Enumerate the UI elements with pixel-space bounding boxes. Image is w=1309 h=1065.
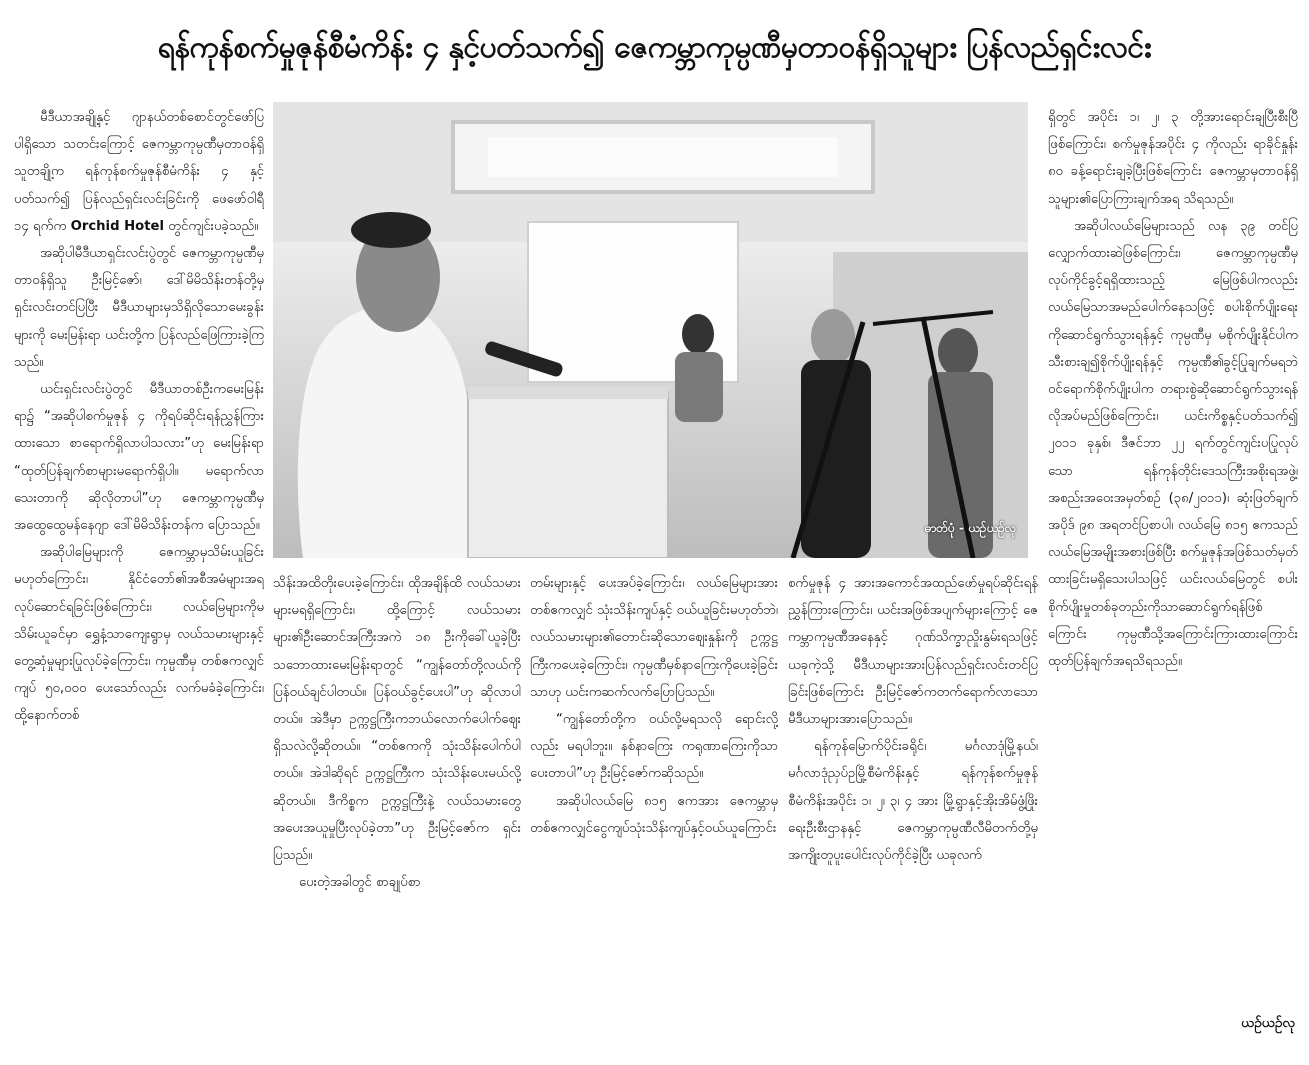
paragraph-text: တွင်ကျင်းပခဲ့သည်။: [168, 218, 259, 234]
column-3: [530, 570, 778, 1045]
byline: ယဉ်ယဉ်လု: [1241, 1015, 1295, 1031]
paragraph: အဆိုပါလယ်မြေ ၈၁၅ ဧကအား ဇေကမ္ဘာမှ တစ်ဧကလျှင်ငွေကျပ်သုံးသိန်းကျပ်နှင့်ဝယ်ယူကြောင်း: [530, 793, 778, 836]
paragraph: [14, 104, 264, 240]
column-5: [1048, 104, 1298, 1014]
paragraph: ပေးတဲ့အခါတွင် စာချုပ်စာ: [299, 875, 421, 891]
column-4: [788, 570, 1038, 1045]
photo-caption: ဓာတ်ပုံ - ယဉ်ယဉ်လု: [924, 521, 1016, 535]
paragraph: စက်မှုဇုန် ၄ အားအကောင်အထည်ဖော်မှုရပ်ဆိုင်းရန်ညွှန်ကြားကြောင်း၊ ယင်းအဖြစ်အပျက်များကြောင့် ဇေကမ္ဘာကုမ္ပဏီအနေနှင့် ဂုဏ်သိက္ခာညှိုးနွမ်းရသဖြင့် ယခုကဲ့သို့ မီဒီယာများအားပြန်လည်ရှင်းလင်းတင်ပြခြင်းဖြစ်ကြောင်း ဦးမြင့်ဇော်ကတက်ရောက်လာသော မီဒီယာများအားပြောသည်။: [788, 576, 1038, 728]
paragraph: အဆိုပါမြေများကို ဇေကမ္ဘာမှသိမ်းယူခြင်းမဟုတ်ကြောင်း၊ နိုင်ငံတော်၏အစီအမံများအရလုပ်ဆောင်ရခြင်းဖြစ်ကြောင်း၊ လယ်မြေများကိုမသိမ်းယူခင်မှာ ရွှေနံ့သာကျေးရွာမှ လယ်သမားများနှင့်တွေ့ဆုံမှုများပြုလုပ်ခဲ့ကြောင်း၊ ကုမ္ပဏီမှ တစ်ဧကလျှင်ကျပ် ၅၀,၀၀၀ ပေးသော်လည်း လက်မခံခဲ့ကြောင်း၊ ထို့နောက်တစ်: [14, 545, 264, 724]
paragraph: ယင်းရှင်းလင်းပွဲတွင် မီဒီယာတစ်ဦးကမေးမြန်းရာ၌ “အဆိုပါစက်မှုဇုန် ၄ ကိုရပ်ဆိုင်းရန်ညွှန်ကြားထားသော စာရောက်ရှိလာပါသလား”ဟု မေးမြန်းရာ “ထုတ်ပြန်ချက်စာများမရောက်ရှိပါ။ မရောက်လာသေးတာကို ဆိုလိုတာပါ”ဟု ဇေကမ္ဘာကုမ္ပဏီမှအထွေထွေမန်နေဂျာ ဒေါ်မိမိသိန်းတန်က ပြောသည်။: [14, 382, 264, 534]
paragraph: အဆိုပါမီဒီယာရှင်းလင်းပွဲတွင် ဇေကမ္ဘာကုမ္ပဏီမှတာဝန်ရှိသူ ဦးမြင့်ဇော်၊ ဒေါ်မိမိသိန်းတန်တို့မှ ရှင်းလင်းတင်ပြပြီး မီဒီယာများမှသိရှိလိုသောမေးခွန်းများကို မေးမြန်းရာ ယင်းတို့က ပြန်လည်ဖြေကြားခဲ့ကြသည်။: [14, 246, 264, 370]
paragraph: ရှိတွင် အပိုင်း ၁၊ ၂၊ ၃ တို့အားရောင်းချပြီးစီးပြီဖြစ်ကြောင်း၊ စက်မှုဇုန်အပိုင်း ၄ ကိုလည်း ရာခိုင်နှုန်း ၈၀ ခန့်ရောင်းချခဲ့ပြီးဖြစ်ကြောင်း ဇေကမ္ဘာမှတာဝန်ရှိသူများ၏ပြောကြားချက်အရ သိရသည်။: [1048, 110, 1298, 207]
event-photo: [273, 102, 1028, 558]
column-1: [14, 104, 264, 1039]
photo-illustration: [273, 102, 1028, 558]
hotel-name: Orchid Hotel: [70, 218, 164, 234]
paragraph: တမ်းများနှင့် ပေးအပ်ခဲ့ကြောင်း၊ လယ်မြေများအား တစ်ဧကလျှင် သုံးသိန်းကျပ်နှင့် ဝယ်ယူခြင်းမဟုတ်ဘဲ၊ လယ်သမားများ၏တောင်းဆိုသောဈေးနှုန်းကို ဥက္ကဋ္ဌကြီးကပေးခဲ့ကြောင်း၊ ကုမ္ပဏီမှစ်နာကြေးကိုပေးခဲ့ခြင်းသာဟု ယင်းကဆက်လက်ပြောပြသည်။: [530, 576, 778, 700]
paragraph: ရန်ကုန်မြောက်ပိုင်းခရိုင်၊ မင်္ဂလာဒုံမြို့နယ်၊ မင်္ဂလာဒုံညှပ်ဥမြို့စီမံကိန်းနှင့် ရန်ကုန်စက်မှုဇုန်စီမံကိန်းအပိုင်း ၁၊ ၂၊ ၃၊ ၄ အား မြို့ရွာနှင့်အိုးအိမ်ဖွံ့ဖြိုးရေးဦးစီးဌာနနှင့် ဇေကမ္ဘာကုမ္ပဏီလီမိတက်တို့မှ အကျိုးတူပူးပေါင်းလုပ်ကိုင်ခဲ့ပြီး ယခုလက်: [788, 739, 1038, 864]
paragraph: အဆိုပါလယ်မြေများသည် လန ၃၉ တင်ပြလျှောက်ထားဆဲဖြစ်ကြောင်း၊ ဇေကမ္ဘာကုမ္ပဏီမှလုပ်ကိုင်ခွင့်ရရှိထားသည့် မြေဖြစ်ပါကလည်း လယ်မြေသာအမည်ပေါက်နေသဖြင့် စပါးစိုက်ပျိုးရေးကိုဆောင်ရွက်သွားရန်နှင့် ကုမ္ပဏီမှ မစိုက်ပျိုးနိုင်ပါက သီးစားချ၍စိုက်ပျိုးရန်နှင့် ကုမ္ပဏီ၏ခွင့်ပြုချက်မရဘဲဝင်ရောက်စိုက်ပျိုးပါက တရားစွဲဆိုဆောင်ရွက်သွားရန် လိုအပ်မည်ဖြစ်ကြောင်း၊ ယင်းကိစ္စနှင့်ပတ်သက်၍ ၂၀၁၁ ခုနှစ်၊ ဒီဇင်ဘာ ၂၂ ရက်တွင်ကျင်းပပြုလုပ်သော ရန်ကုန်တိုင်းဒေသကြီးအစိုးရအဖွဲ့၊ အစည်းအဝေးအမှတ်စဉ် (၃၈/၂၀၁၁)၊ ဆုံးဖြတ်ချက်အပိုဒ် ၉၈ အရတင်ပြစာပါ၊ လယ်မြေ ၈၁၅ ဧကသည် လယ်မြေအမျိုးအစားဖြစ်ပြီး စက်မှုဇုန်အဖြစ်သတ်မှတ်ထားခြင်းမရှိသေးပါသဖြင့် ယင်းလယ်မြေတွင် စပါးစိုက်ပျိုးမှုတစ်ခုတည်းကိုသာဆောင်ရွက်ရန်ဖြစ်ကြောင်း ကုမ္ပဏီသို့အကြောင်းကြားထားကြောင်း ထုတ်ပြန်ချက်အရသိရသည်။: [1048, 218, 1298, 670]
column-2: [273, 570, 521, 1045]
paragraph: “ကျွန်တော်တို့က ဝယ်လို့မရသလို ရောင်းလို့လည်း မရပါဘူး။ နစ်နာကြေး ကရုဏာကြေးကိုသာပေးတာပါ”ဟု ဦးမြင့်ဇော်ကဆိုသည်။: [530, 712, 778, 782]
paragraph-text: မီဒီယာအချို့နှင့် ဂျာနယ်တစ်စောင်တွင်ဖော်ပြပါရှိသော သတင်းကြောင့် ဇေကမ္ဘာကုမ္ပဏီမှတာဝန်ရှိသူတချို့က ရန်ကုန်စက်မှုဇုန်စီမံကိန်း ၄ နှင့်ပတ်သက်၍ ပြန်လည်ရှင်းလင်းခြင်းကို ဖေဖော်ဝါရီ ၁၄ ရက်က: [14, 110, 264, 234]
headline: ရန်ကုန်စက်မှုဇုန်စီမံကိန်း ၄ နှင့်ပတ်သက်၍ ဇေကမ္ဘာကုမ္ပဏီမှတာဝန်ရှိသူများ ပြန်လည်ရှင်းလင်း: [157, 30, 1152, 65]
paragraph: သိန်းအထိတိုးပေးခဲ့ကြောင်း၊ ထိုအချိန်ထိ လယ်သမားများမရရှိကြောင်း၊ ထို့ကြောင့် လယ်သမားများ၏ဦးဆောင်အကြီးအကဲ ၁၈ ဦးကိုခေါ်ယူခဲ့ပြီး သဘောထားမေးမြန်းရာတွင် “ကျွန်တော်တို့လယ်ကိုပြန်ဝယ်ချင်ပါတယ်။ ပြန်ဝယ်ခွင့်ပေးပါ”ဟု ဆိုလာပါတယ်။ အဲဒီမှာ ဥက္ကဋ္ဌကြီးကဘယ်လောက်ပေါက်ဈေးရှိသလဲလို့ဆိုတယ်။ “တစ်ဧကကို သုံးသိန်းပေါက်ပါတယ်။ အဲဒါဆိုရင် ဥက္ကဋ္ဌကြီးက သုံးသိန်းပေးမယ်လို့ဆိုတယ်။ ဒီကိစ္စက ဥက္ကဋ္ဌကြီးနဲ့ လယ်သမားတွေအပေးအယူမှုပြီးလုပ်ခဲ့တာ”ဟု ဦးမြင့်ဇော်က ရှင်းပြသည်။: [273, 576, 521, 864]
